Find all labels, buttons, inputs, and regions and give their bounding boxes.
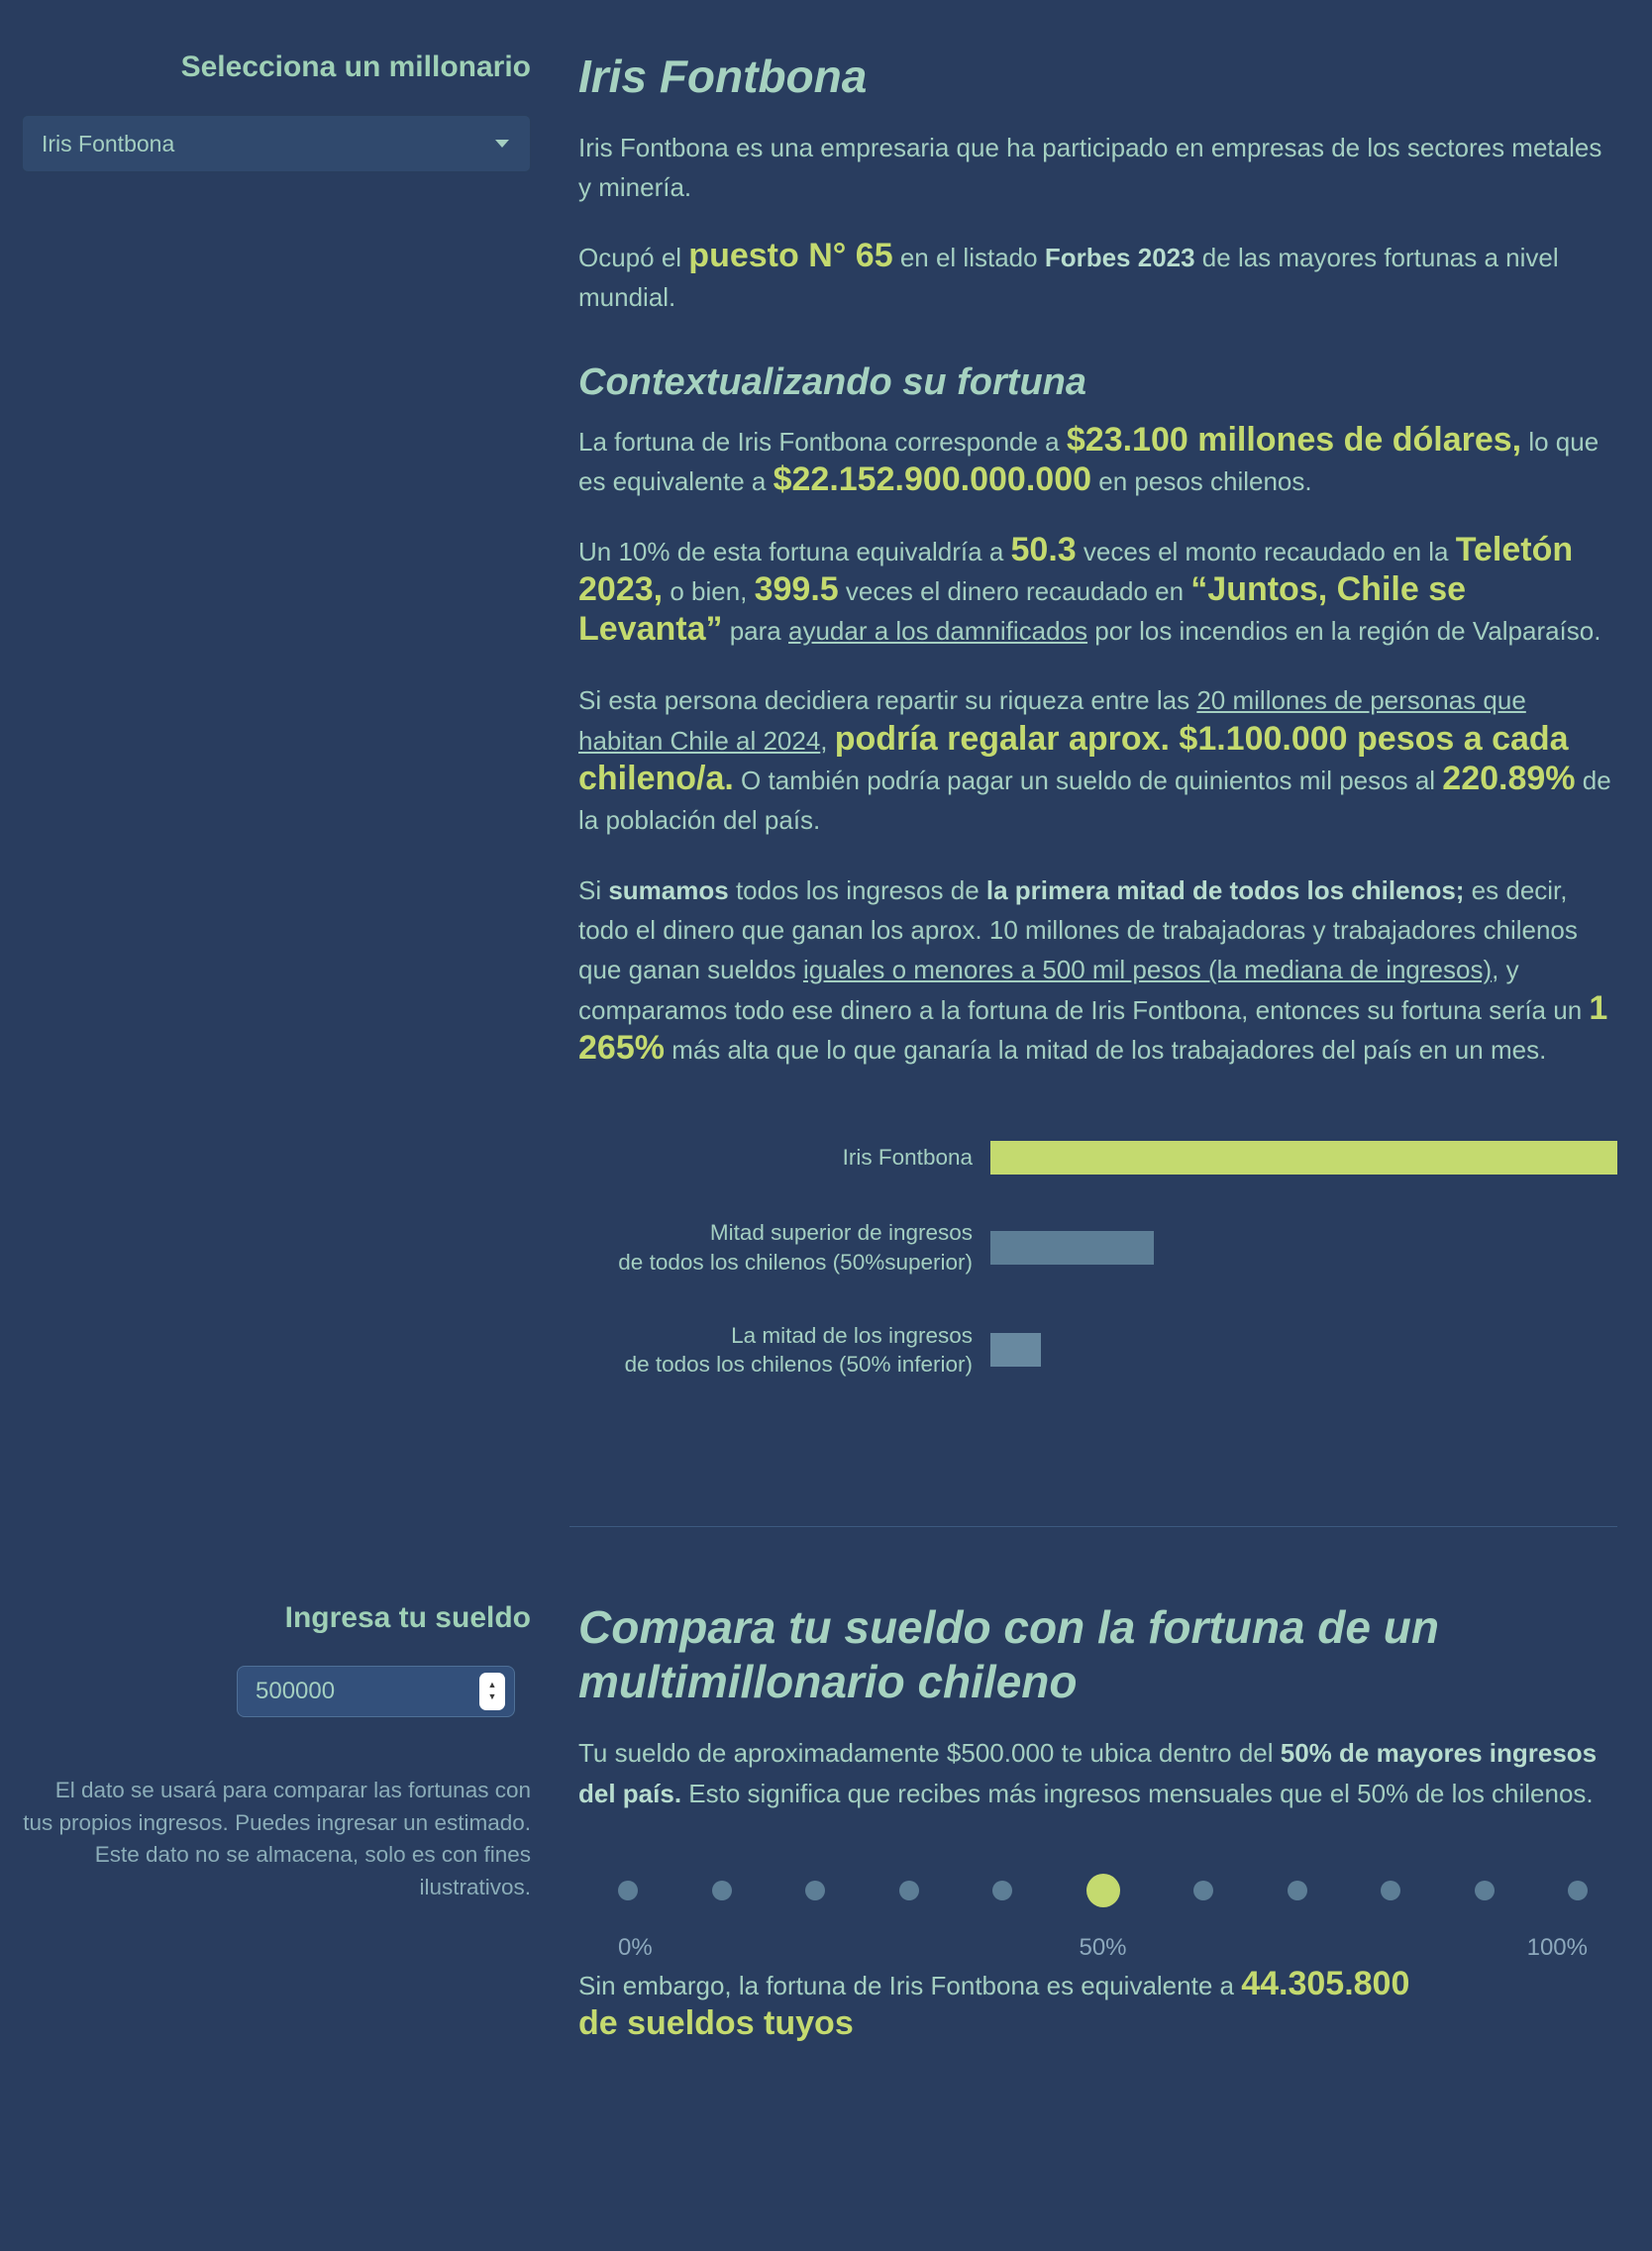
text-segment: para [722, 616, 788, 647]
salary-input-wrap [237, 1666, 515, 1717]
text-segment: Si [578, 874, 609, 905]
chart-label-line: de todos los chilenos (50%superior) [618, 1249, 973, 1275]
profile-intro-paragraph [578, 128, 1617, 208]
compare-heading: Compara tu sueldo con la fortuna de un multimillonario chileno [578, 1600, 1439, 1708]
chart-row [578, 1218, 1617, 1277]
fortune-comparison-chart [578, 1141, 1617, 1380]
text-segment: Tu sueldo de aproximadamente $500.000 te ubica dentro del [578, 1738, 1281, 1769]
text-segment: veces el dinero recaudado en [838, 575, 1191, 606]
percentile-dot [899, 1881, 919, 1900]
median-income-link[interactable]: iguales o menores a 500 mil pesos (la mediana de ingresos) [802, 955, 1493, 985]
salary-compare-main [578, 1600, 1617, 2076]
text-segment: veces el monto recaudado en la [1076, 536, 1456, 566]
conclusion-paragraph [578, 1966, 1617, 2046]
bar-upper-half-income [990, 1231, 1154, 1265]
text-segment: por los incendios en la región de Valparaíso. [1087, 616, 1601, 647]
text-segment: , y comparamos todo ese dinero a la fortuna de Iris Fontbona, entonces su fortuna sería un [578, 955, 1590, 1025]
text-segment: lo que es equivalente a [578, 426, 1600, 497]
tick-100: 100% [1526, 1933, 1588, 1961]
millionaire-select[interactable] [22, 115, 531, 172]
text-segment: Iris Fontbona es una empresaria que ha participado en empresas de los sectores metales y minería. [578, 133, 1602, 203]
bar-iris-fontbona [990, 1141, 1617, 1175]
millionaire-sidebar [0, 50, 531, 172]
top50-highlight: 50% de mayores ingresos del país. [578, 1738, 1598, 1808]
salary-count-highlight: 44.305.800 [1241, 1964, 1410, 2002]
salary-section [0, 1527, 1652, 2076]
chart-track [990, 1141, 1617, 1175]
text-segment: Si esta persona decidiera repartir su riqueza entre las [578, 685, 1197, 716]
chevron-down-icon [495, 140, 509, 148]
context-heading: Contextualizando su fortuna [578, 361, 1086, 404]
salary-count-suffix-highlight: de sueldos tuyos [578, 2004, 854, 2043]
percentile-dot [1288, 1881, 1307, 1900]
text-segment: más alta que lo que ganaría la mitad de los trabajadores del país en un mes. [664, 1034, 1547, 1065]
percentile-ticks [618, 1934, 1588, 1966]
percent-higher-highlight: 1 265% [578, 988, 1608, 1067]
text-segment: en el listado [892, 242, 1045, 272]
text-segment: O también podría pagar un sueldo de quinientos mil pesos al [733, 766, 1443, 796]
text-segment: es decir, todo el dinero que ganan los aprox. 10 millones de trabajadoras y trabajadores chilenos que ganan sueldos [578, 874, 1578, 985]
tick-50: 50% [1079, 1933, 1127, 1961]
population-link[interactable]: 20 millones de personas que habitan Chile al 2024 [578, 685, 1526, 756]
salary-input[interactable] [237, 1666, 515, 1717]
half-chileans-highlight: la primera mitad de todos los chilenos; [985, 874, 1465, 905]
chart-row [578, 1321, 1617, 1380]
chart-label-upper-half [578, 1218, 990, 1277]
teleton-name-highlight: Teletón 2023, [578, 530, 1574, 608]
text-segment: La fortuna de Iris Fontbona corresponde a [578, 426, 1067, 457]
percentile-dot [992, 1881, 1012, 1900]
text-segment: de la población del país. [578, 766, 1611, 836]
percentile-dot-active [1086, 1874, 1120, 1907]
teleton-paragraph [578, 532, 1617, 652]
text-segment: todos los ingresos de [728, 874, 986, 905]
damnificados-link[interactable]: ayudar a los damnificados [788, 616, 1088, 647]
fortune-clp-highlight: $22.152.900.000.000 [773, 460, 1092, 499]
juntos-times-highlight: 399.5 [754, 569, 839, 608]
chart-label-line: Iris Fontbona [842, 1145, 973, 1171]
chart-label-lower-half [578, 1321, 990, 1380]
select-millionaire-title: Selecciona un millonario [180, 51, 531, 83]
forbes-rank-paragraph [578, 238, 1617, 318]
number-stepper[interactable] [479, 1673, 505, 1710]
teleton-times-highlight: 50.3 [1010, 530, 1077, 568]
millionaire-profile [578, 50, 1617, 1423]
fortune-paragraph [578, 422, 1617, 502]
forbes-highlight: Forbes 2023 [1044, 242, 1195, 272]
text-segment: Esto significa que recibes más ingresos mensuales que el 50% de los chilenos. [681, 1778, 1594, 1808]
percentile-dot [618, 1881, 638, 1900]
chart-label-line: de todos los chilenos (50% inferior) [624, 1352, 973, 1378]
sum-paragraph [578, 870, 1617, 1070]
sumamos-highlight: sumamos [608, 874, 729, 905]
percentile-dot [805, 1881, 825, 1900]
rank-highlight: puesto N° 65 [688, 236, 893, 274]
text-segment: Ocupó el [578, 242, 689, 272]
tick-0: 0% [618, 1933, 653, 1961]
salary-helper-text: El dato se usará para comparar las fortunas con tus propios ingresos. Puedes ingresar un estimado. Este dato no se almacena, solo es con fines ilustrativos. [23, 1777, 531, 1899]
chart-track [990, 1231, 1617, 1265]
chart-track [990, 1333, 1617, 1367]
text-segment: Sin embargo, la fortuna de Iris Fontbona es equivalente a [578, 1970, 1242, 2000]
chart-label-line: Mitad superior de ingresos [709, 1220, 973, 1246]
percentile-dot [1568, 1881, 1588, 1900]
text-segment: , [820, 725, 835, 756]
bar-lower-half-income [990, 1333, 1041, 1367]
juntos-name-highlight: “Juntos, Chile se Levanta” [578, 569, 1467, 649]
chart-label-line: La mitad de los ingresos [731, 1322, 973, 1348]
percentile-dot [1193, 1881, 1213, 1900]
percentile-dot [712, 1881, 732, 1900]
salary-sidebar [0, 1600, 531, 1904]
percent-population-highlight: 220.89% [1442, 760, 1576, 798]
text-segment: o bien, [663, 575, 755, 606]
gift-highlight: podría regalar aprox. $1.100.000 pesos a cada chileno/a. [578, 719, 1569, 798]
text-segment: Un 10% de esta fortuna equivaldría a [578, 536, 1011, 566]
compare-paragraph [578, 1733, 1617, 1813]
text-segment: en pesos chilenos. [1091, 466, 1312, 497]
chart-row [578, 1141, 1617, 1175]
percentile-dot [1381, 1881, 1400, 1900]
stepper-up-icon[interactable]: ▲ [487, 1680, 497, 1690]
enter-salary-title: Ingresa tu sueldo [284, 1600, 531, 1634]
stepper-down-icon[interactable]: ▼ [487, 1691, 497, 1702]
chart-label-iris [578, 1143, 990, 1173]
fortune-usd-highlight: $23.100 millones de dólares, [1066, 420, 1522, 459]
share-paragraph [578, 680, 1617, 840]
percentile-dots [618, 1871, 1588, 1910]
millionaire-select-value: Iris Fontbona [42, 130, 175, 156]
percentile-dot [1475, 1881, 1495, 1900]
text-segment: de las mayores fortunas a nivel mundial. [578, 242, 1559, 313]
profile-name-heading: Iris Fontbona [578, 51, 868, 102]
